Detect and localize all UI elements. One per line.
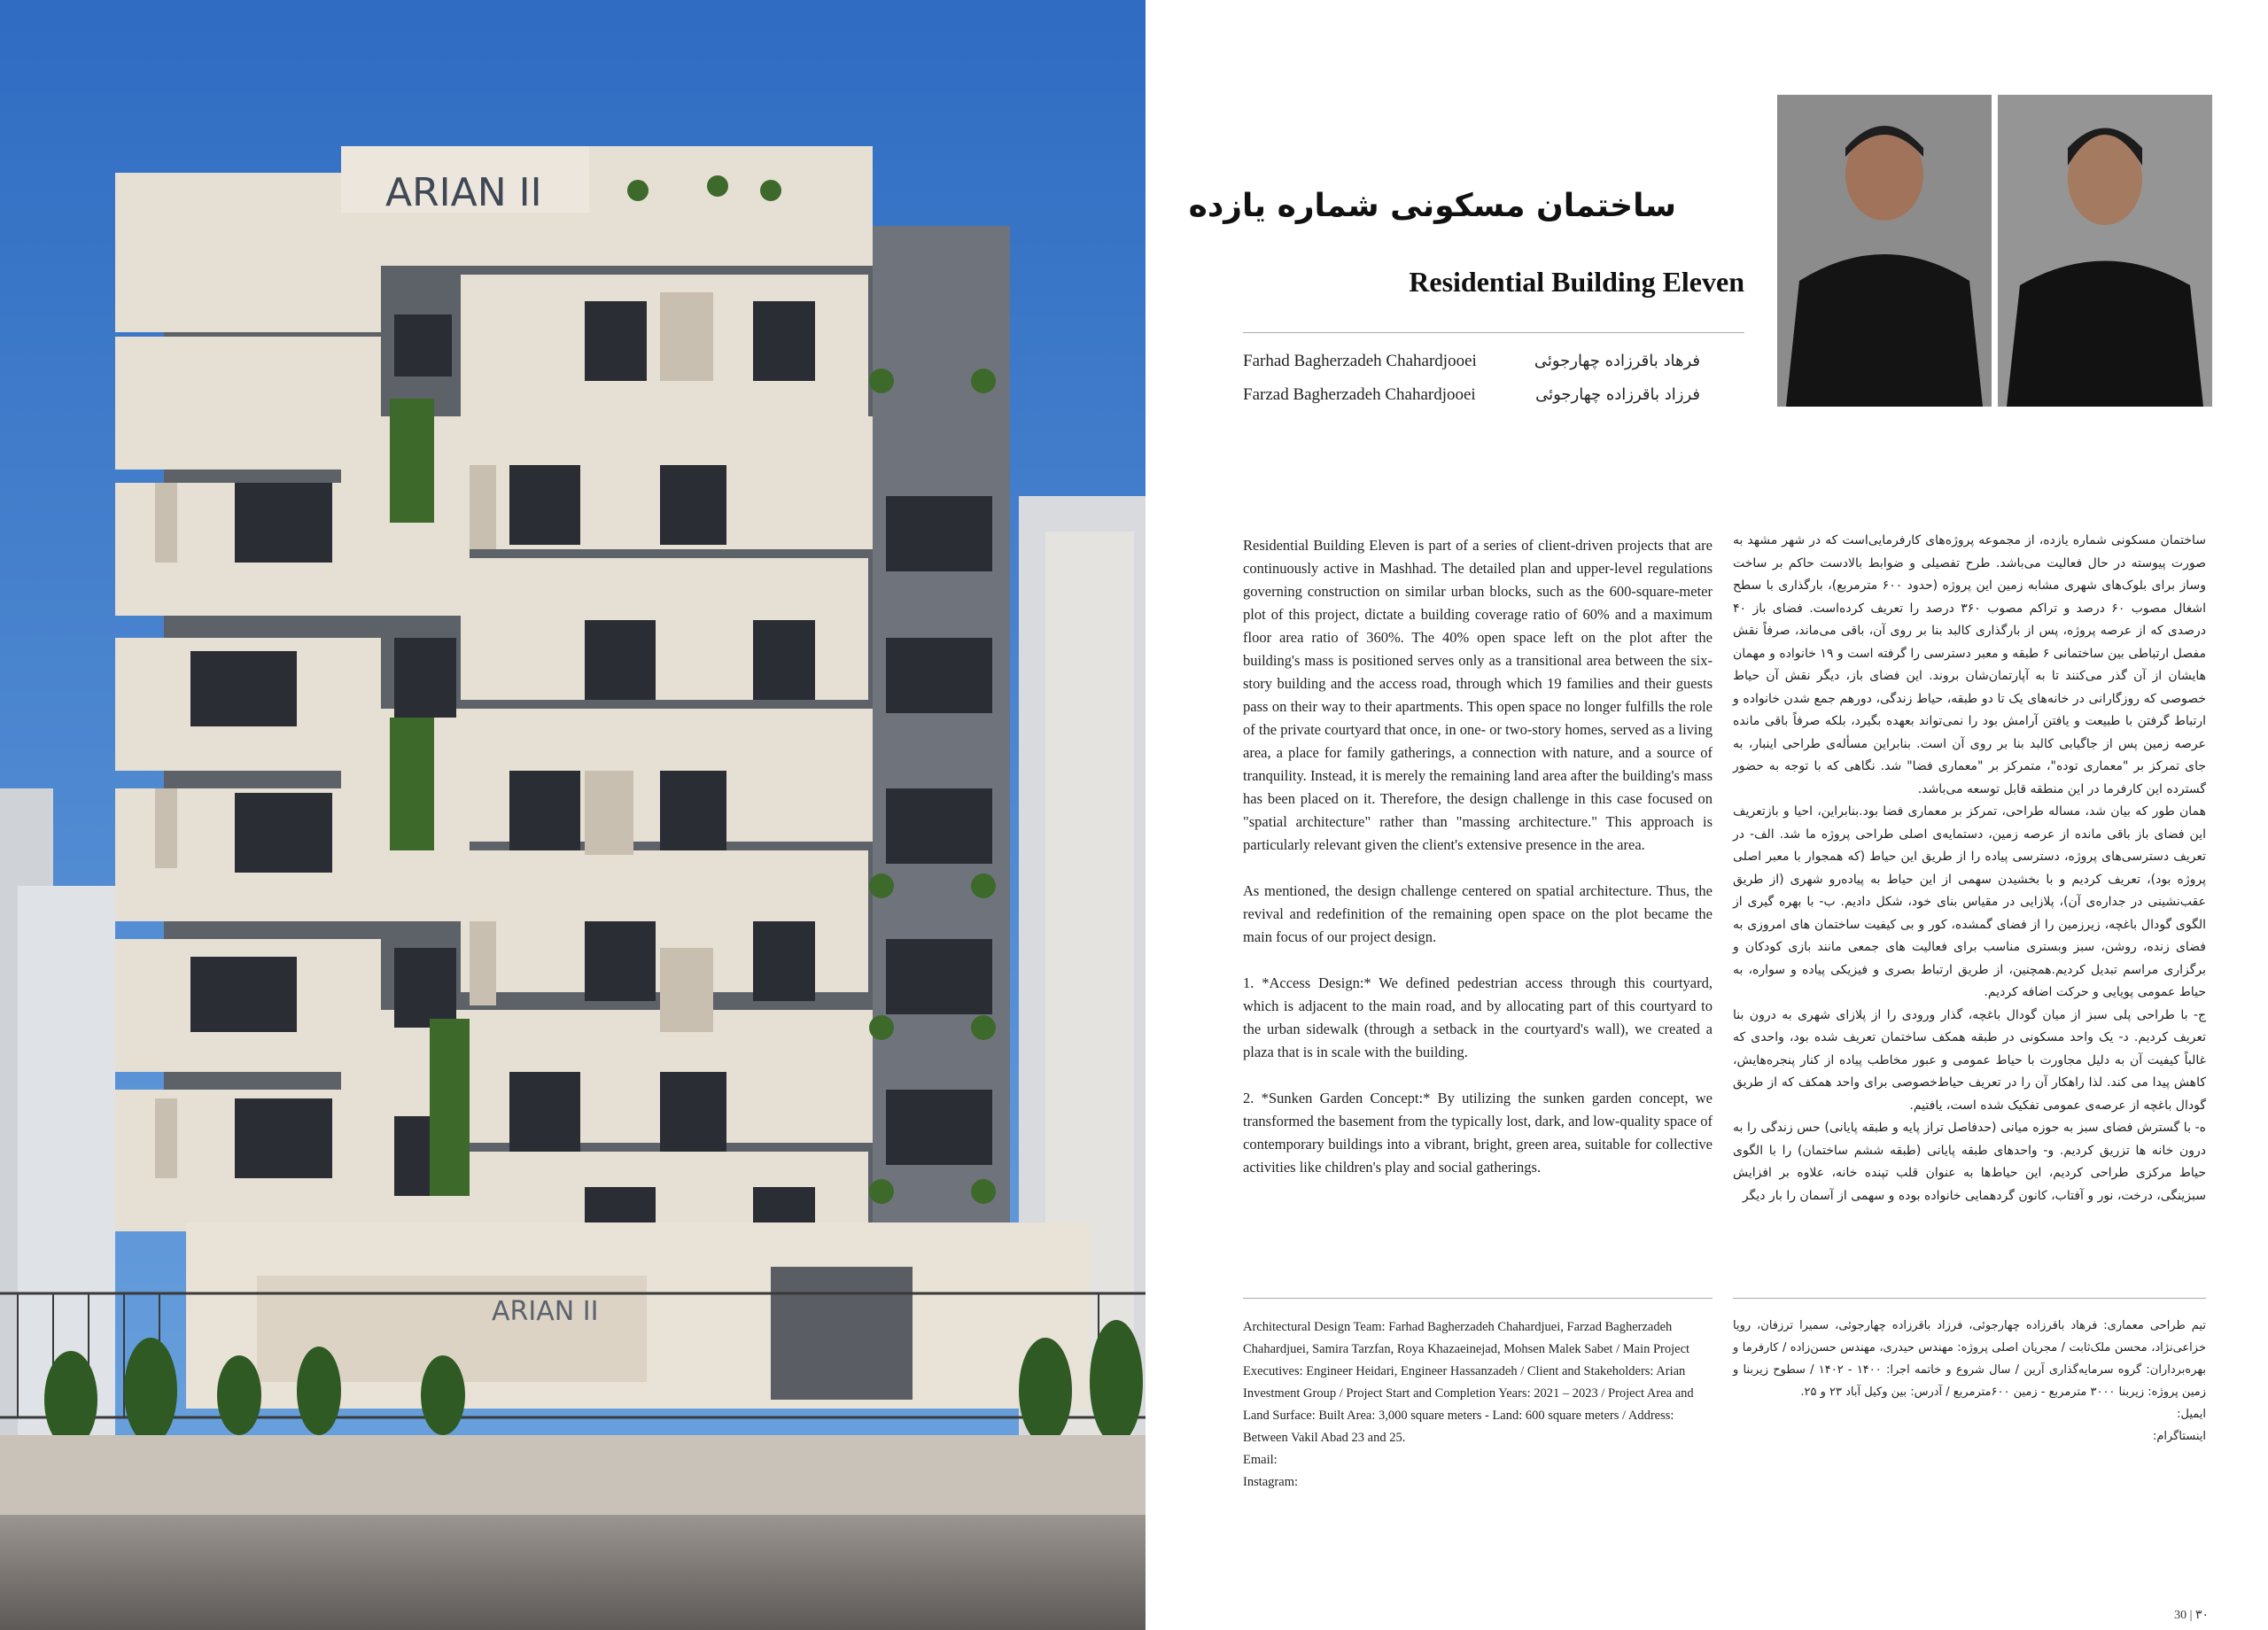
body-en-paragraph-3: 1. *Access Design:* We defined pedestrian access through this courtyard, which is adjacent to the main road, and by allocating part of this courtyard to the urban sidewalk (through a setback in the courtyard's wall), we created a plaza that is in scale with the building. [1243, 974, 1713, 1060]
credits-persian [1733, 1315, 2206, 1448]
credits-en-team: Architectural Design Team: Farhad Bagherzadeh Chahardjuei, Farzad Bagherzadeh Chahardjuei, Samira Tarzfan, Roya Khazaeinejad, Mohsen Malek Sabet / Main Project Executives: Engineer Heidari, Engineer Hassanzadeh / Client and Stakeholders: Arian Investment Group / Project Start and Completion Years: 2021 – 2023 / Project Area and Land Surface: Built Area: 3,000 square meters - Land: 600 square meters / Address: Between Vakil Abad 23 and 25. [1243, 1320, 1694, 1445]
body-fa-paragraph-4: ه- با گسترش فضای سبز به حوزه میانی (حدفاصل تراز پایه و طبقه پایانی) حس زندگی را به درون خانه ها تزریق کردیم. و- واحدهای طبقه پایانی (طبقه ششم ساختمان) را با الگوی حیاط مرکزی طراحی کردیم، این حیاط‌ها به عنوان قلب تپنده خانه، علاوه بر افزایش سبزینگی، درخت، نور و آفتاب، کانون گردهمایی خانواده بوده و سهمی از آسمان را بار دیگر [1733, 1121, 2206, 1203]
credits-en-email: Email: [1243, 1453, 1278, 1467]
right-page [1146, 0, 2268, 1630]
portrait-right-icon [1998, 95, 2212, 407]
body-persian [1733, 530, 2206, 1207]
body-fa-paragraph-2: همان طور که بیان شد، مساله طراحی، تمرکز بر معماری فضا بود.بنابراین، احیا و بازتعریف این فضای باز باقی مانده از عرصه زمین، دستمایه‌ی اصلی طراحی پروژه ما شد. الف- در تعریف دسترسی‌های پروژه، دسترسی پیاده را از طریق این حیاط (که همجوار با معبر اصلی پروژه بود)، تعریف کردیم و با بخشیدن سهمی از این حیاط به پیاده‌رو شهری (از طریق عقب‌نشینی در جداره‌ی آن)، پلازایی در مقیاس بنای خود، شکل دادیم. ب- با بهره گیری از الگوی گودال باغچه، زیرزمین را از فضای گمشده، کور و بی کیفیت ساختمان های امروزی به فضای زنده، روشن، سبز وبستری مناسب برای فعالیت های جمعی مانند بازی کودکان و برگزاری مراسم تبدیل کردیم.همچنین، از طریق ارتباط بصری و فیزیکی پیاده و سواره، به حیاط عمومی پویایی و حرکت اضافه کردیم. [1733, 804, 2206, 999]
author-1-fa: فرهاد باقرزاده چهارجوئی [1534, 352, 1700, 370]
title-english: Residential Building Eleven [1409, 266, 1744, 298]
body-en-paragraph-1: Residential Building Eleven is part of a series of client-driven projects that are continuously active in Mashhad. The detailed plan and upper-level regulations governing construction on similar urban blocks, such as the 600-square-meter plot of this project, dictate a building coverage ratio of 60% and a maximum floor area ratio of 360%. The 40% open space left on the plot after the building's mass is positioned serves only as a transitional area between the six-story building and the access road, through which 19 families and their guests pass on their way to their apartments. This open space no longer fulfills the role of the private courtyard that once, in one- or two-story homes, served as a living area, a place for family gatherings, a connection with nature, and a source of tranquility. Instead, it is merely the remaining land area after the building's mass has been placed on it. Therefore, the design challenge in this case focused on "spatial architecture" rather than "massing architecture." This approach is particularly relevant given the client's extensive presence in the area. [1243, 537, 1713, 853]
credits-en-instagram: Instagram: [1243, 1475, 1299, 1489]
body-english [1243, 534, 1713, 1202]
page-number: 30 | ۳۰ [2174, 1609, 2209, 1622]
credits-english [1243, 1316, 1713, 1494]
credits-fa-instagram: اینستاگرام: [2152, 1430, 2206, 1443]
sign-bottom: ARIAN II [492, 1296, 599, 1327]
credits-fa-email: ایمیل: [2177, 1408, 2206, 1421]
body-fa-paragraph-1: ساختمان مسکونی شماره یازده، از مجموعه پروژه‌های کارفرمایی‌است که در شهر مشهد به صورت پیوسته در حال فعالیت می‌باشد. طرح تفصیلی و ضوابط بالادست حاکم بر ساخت وساز برای بلوک‌های شهری مشابه زمین این پروژه (حدود ۶۰۰ مترمربع)، بارگذاری با سطح اشغال مصوب ۶۰ درصد و تراکم مصوب ۳۶۰ درصد را تعریف کرده‌است. فضای باز ۴۰ درصدی که از عرصه پروژه، پس از بارگذاری کالبد بنا بر روی آن، باقی می‌ماند، صرفاً نقش مفصل ارتباطی بین ساختمانی ۶ طبقه و معبر دسترسی را گرفته است و ۱۹ خانواده و مهمان هایشان از آن گذر می‌کنند تا به آپارتمان‌شان بروند. این فضای باز، دیگر نقش آن حیاط خصوصی که روزگارانی در خانه‌های یک تا دو طبقه، حیاط زندگی، دورهم جمع شدن خانواده و ارتباط گرفتن با طبیعت و یافتن آرامش بود را نمی‌تواند بعهده بگیرد، بلکه صرفاً باقی مانده عرصه زمین پس از جاگیابی کالبد بنا بر روی آن است. بنابراین مسأله‌ی طراحی اینبار، به جای تمرکز بر "معماری توده"، متمرکز بر "معماری فضا" شد. نگاهی که با توجه به حضور گسترده این کارفرما در این منطقه قابل توسعه می‌باشد. [1733, 533, 2207, 796]
author-2-fa: فرزاد باقرزاده چهارجوئی [1535, 385, 1700, 404]
body-en-paragraph-4: 2. *Sunken Garden Concept:* By utilizing the sunken garden concept, we transformed the basement from the typically lost, dark, and low-quality space of contemporary buildings into a vibrant, bright, green area, suitable for collective activities like children's play and social gatherings. [1243, 1090, 1713, 1176]
body-en-paragraph-2: As mentioned, the design challenge centered on spatial architecture. Thus, the revival and redefinition of the remaining open space on the plot became the main focus of our project design. [1243, 882, 1713, 945]
credits-divider-fa [1733, 1298, 2206, 1299]
credits-fa-team: تیم طراحی معماری: فرهاد باقرزاده چهارجوئی، فرزاد باقرزاده چهارجوئی، سمیرا ترزفان، رویا خزاعی‌نژاد، محسن ملک‌ثابت / مجریان اصلی پروژه: مهندس حیدری، مهندس حسن‌زاده / کارفرما و بهره‌برداران: گروه سرمایه‌گذاری آرین / سال شروع و خاتمه اجرا: ۱۴۰۰ - ۱۴۰۲ / سطوح زیربنا و زمین پروژه: زیربنا ۳۰۰۰ مترمربع - زمین ۶۰۰مترمربع / آدرس: بین وکیل آباد ۲۳ و ۲۵. [1733, 1319, 2207, 1399]
sign-top: ARIAN II [385, 170, 542, 215]
author-1-en: Farhad Bagherzadeh Chahardjooei [1243, 352, 1477, 370]
author-2-en: Farzad Bagherzadeh Chahardjooei [1243, 385, 1476, 404]
title-divider [1243, 332, 1744, 333]
credits-divider-en [1243, 1298, 1713, 1299]
body-fa-paragraph-3: ج- با طراحی پلی سبز از میان گودال باغچه، گذار ورودی را از پلازای شهری به درون بنا تعریف کردیم. د- یک واحد مسکونی در طبقه همکف ساختمان تعریف شده بود، واحدی که غالباً کیفیت آن به دلیل مجاورت با حیاط عمومی و عبور مخاطب پیاده از کنار پنجره‌هایش، کاهش پیدا می کند. لذا راهکار آن را در تعریف حیاط‌خصوصی برای واحد همکف که از طریق گودال باغچه از عرصه‌ی عمومی تفکیک شده است، یافتیم. [1733, 1007, 2206, 1113]
portrait-left-icon [1777, 95, 1992, 407]
title-persian: ساختمان مسکونی شماره یازده [1188, 188, 1676, 224]
